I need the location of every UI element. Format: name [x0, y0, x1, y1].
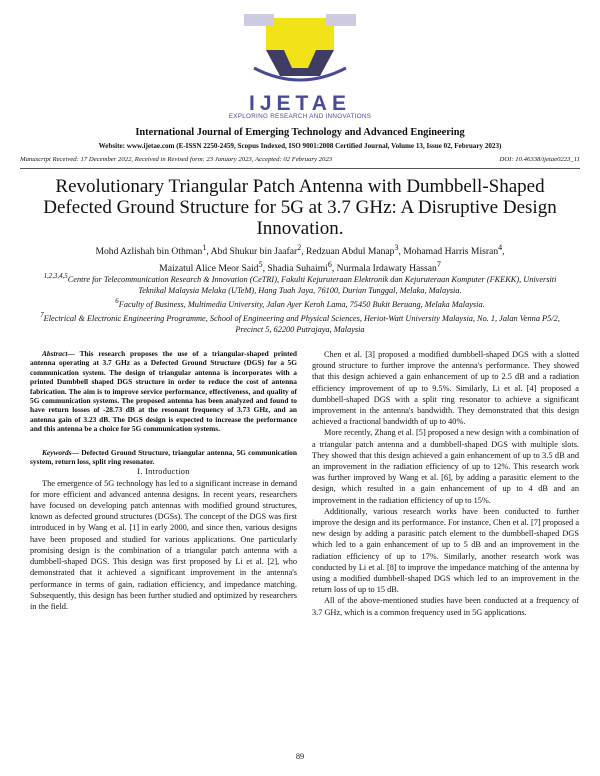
- keywords-label: Keywords—: [42, 447, 79, 457]
- affiliation-1: $^{1,2,3,4,5}$Centre for Telecommunication Research & Innovation (CeTRI), Fakulti Kejuruteraan Elektronik dan Kejuruteraan Komputer (FKEKK), Universiti Teknikal Malaysia Melaka (UTeM), Hang Tuah Jaya, 76100, Durian Tunggal, Melaka, Malaysia.: [43, 273, 557, 296]
- doi: DOI: 10.46338/ijetae0223_11: [499, 156, 580, 163]
- author-3: Redzuan Abdul Manap$^3$: [306, 243, 399, 258]
- affiliation-2: $^6$Faculty of Business, Multimedia University, Jalan Ayer Keroh Lama, 75450 Bukit Beruang, Melaka Malaysia.: [115, 298, 485, 310]
- abstract: [30, 349, 297, 434]
- affiliations: [40, 271, 560, 336]
- logo-yellow-block: [266, 18, 334, 50]
- author-1: Mohd Azlishah bin Othman$^1$: [95, 243, 207, 258]
- journal-website: Website: www.ijetae.com (E-ISSN 2250-2459, Scopus Indexed, ISO 9001:2008 Certified Journal, Volume 13, Issue 02, February 2023): [98, 142, 502, 150]
- ijetae-logo-graphic: [244, 8, 356, 88]
- manuscript-received: Manuscript Received: 17 December 2022, Received in Revised form: 23 January 2023, Accepted: 02 February 2023: [20, 156, 333, 163]
- abstract-label: Abstract—: [42, 349, 75, 358]
- header-divider: [20, 168, 580, 169]
- author-2: Abd Shukur bin Jaafar$^2$: [210, 243, 302, 258]
- right-column: [312, 349, 579, 618]
- paper-title: Revolutionary Triangular Patch Antenna with Dumbbell-Shaped Defected Ground Structure for 5G at 3.7 GHz: A Disruptive Design Innovation.: [43, 176, 557, 239]
- manuscript-dates-row: [20, 156, 580, 163]
- affiliation-3: $^7$Electrical & Electronic Engineering Programme, School of Engineering and Physical Sciences, Heriot-Watt University Malaysia, No. 1, Jalan Venna P5/2, Precinct 5, 62200 Putrajaya, Malaysia: [40, 312, 560, 335]
- body-paragraph-2: More recently, Zhang et al. [5] proposed a new design with a combination of a triangular patch antenna and a dumbbell-shaped DGS with multiple slots. They showed that this design achieved a gain enhancement of up to 3.5 dB and an improvement in the radiation efficiency of up to 12%. This research work was further improved by Wang et al. [6], by adding a parasitic element to the design, which resulted in a gain enhancement of up to 4 dB and an improvement in the radiation efficiency of up to 15%.: [312, 428, 579, 505]
- left-column: [30, 349, 297, 612]
- logo-subtitle: EXPLORING RESEARCH AND INNOVATIONS: [228, 113, 372, 120]
- author-6: Shadia Suhaimi$^6$: [267, 260, 332, 275]
- author-list: Mohd Azlishah bin Othman$^1$, Abd Shukur bin Jaafar$^2$, Redzuan Abdul Manap$^3$, Mohamad Harris Misran$^4$, Maizatul Alice Meor Said$^5$, Shadia Suhaimi$^6$, Nurmala Irdawaty Hassan$^7$: [95, 243, 505, 275]
- body-paragraph-4: All of the above-mentioned studies have been conducted at a frequency of 3.7 GHz, which is a common frequency used in 5G applications.: [312, 596, 579, 617]
- author-7: Nurmala Irdawaty Hassan$^7$: [336, 260, 441, 275]
- keywords: [30, 448, 297, 467]
- journal-title: International Journal of Emerging Technology and Advanced Engineering: [135, 127, 465, 138]
- author-5: Maizatul Alice Meor Said$^5$: [159, 260, 263, 275]
- abstract-text: This research proposes the use of a triangular-shaped printed antenna operating at 3.7 GHz as a Defected Ground Structure (DGS) for a 5G communication system. The design of triangular antenna is incorporates with a printed Dumbbell shaped DGS structure in order to reduce the cost of antenna fabrication. The aim is to improve service performance, effectiveness, and quality of 5G communication systems. The proposed antenna has been analyzed and found to have return losses of -28.73 dB at the resonant frequency of 3.73 GHz, and an antenna gain of 3.23 dB. The DGS design is expected to increase the performance and this antenna be a choice for 5G communication systems.: [30, 349, 297, 434]
- logo-lavender-bar-right: [326, 14, 356, 26]
- keywords-text: Defected Ground Structure, triangular antenna, 5G communication system, return loss, split ring resonator.: [30, 447, 297, 467]
- intro-paragraph: The emergence of 5G technology has led to a significant increase in demand for more efficient and advanced antenna designs. In recent years, researchers have focused on developing patch antennas with modified ground structures, known as defected ground structures (DGSs). The concept of the DGS was first introduced in by Wang et al. [1] in early 2000, and since then, various designs have been proposed and studied for various applications. One particularly promising design is the combination of a triangular patch antenna with a dumbbell-shaped DGS. This design was first proposed by Li et al. [2], who demonstrated that it achieved a significant improvement in the antenna's performance in terms of gain, radiation efficiency, and impedance matching. Subsequently, this design has been further studied and optimized by researchers in the field.: [30, 478, 297, 611]
- page-number: 89: [295, 752, 305, 761]
- body-paragraph-1: Chen et al. [3] proposed a modified dumbbell-shaped DGS with a slotted ground structure to further improve the antenna's performance. They showed that this design achieved a gain enhancement of up to 2.5 dB and a radiation efficiency improvement of up to 9.5%. Similarly, Li et al. [4] proposed a dumbbell-shaped DGS with a split ring resonator to achieve a significant improvement in the antenna's bandwidth. They demonstrated that this design achieved a fractional bandwidth of up to 40%.: [312, 350, 579, 427]
- author-4: Mohamad Harris Misran$^4$: [403, 243, 503, 258]
- body-paragraph-3: Additionally, various research works have been conducted to further improve the design and its performance. For instance, Chen et al. [7] proposed a new design by adding a parasitic patch element to the dumbbell-shaped DGS which led to a gain enhancement of up to 5 dB and an improvement in the radiation efficiency of up to 17%. Similarly, another research work was conducted by Li et al. [8] to improve the impedance matching of the antenna by using a modified dumbbell-shaped DGS which led to an improvement in the return loss of up to 15 dB.: [312, 506, 579, 595]
- logo-lavender-bar-left: [244, 14, 274, 26]
- section-heading-introduction: I. Introduction: [137, 467, 190, 477]
- logo-name: IJETAE: [249, 92, 351, 115]
